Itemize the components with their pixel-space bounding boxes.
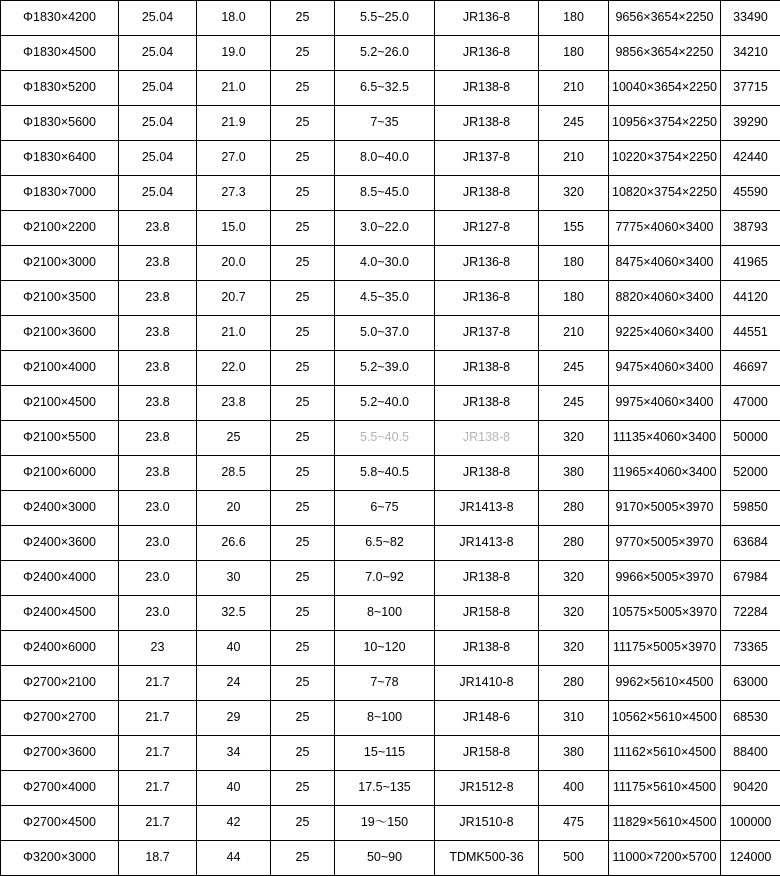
table-row (1, 806, 780, 841)
cell-specification: Φ2400×3000 (1, 491, 119, 526)
table-row (1, 176, 780, 211)
cell-motor_power_kw: 180 (539, 36, 609, 71)
cell-output_size_mm: 4.0~30.0 (335, 246, 435, 281)
cell-dimensions_mm: 9170×5005×3970 (609, 491, 721, 526)
cell-feed_size_mm: 25 (271, 631, 335, 666)
cell-rotation_speed_r_min: 25.04 (119, 71, 197, 106)
cell-rotation_speed_r_min: 21.7 (119, 736, 197, 771)
cell-output_size_mm: 3.0~22.0 (335, 211, 435, 246)
table-row (1, 771, 780, 806)
cell-specification: Φ2100×2200 (1, 211, 119, 246)
cell-ball_load_t: 19.0 (197, 36, 271, 71)
cell-weight_kg: 39290 (721, 106, 780, 141)
cell-motor_power_kw: 380 (539, 736, 609, 771)
cell-dimensions_mm: 10820×3754×2250 (609, 176, 721, 211)
cell-specification: Φ1830×4500 (1, 36, 119, 71)
cell-motor_model: JR1512-8 (435, 771, 539, 806)
cell-output_size_mm: 17.5~135 (335, 771, 435, 806)
cell-specification: Φ2100×3000 (1, 246, 119, 281)
cell-motor_power_kw: 500 (539, 841, 609, 876)
cell-feed_size_mm: 25 (271, 141, 335, 176)
cell-weight_kg: 45590 (721, 176, 780, 211)
cell-specification: Φ2700×4000 (1, 771, 119, 806)
cell-weight_kg: 47000 (721, 386, 780, 421)
cell-rotation_speed_r_min: 23.0 (119, 596, 197, 631)
table-row (1, 211, 780, 246)
cell-motor_power_kw: 310 (539, 701, 609, 736)
cell-specification: Φ1830×5600 (1, 106, 119, 141)
cell-dimensions_mm: 11175×5005×3970 (609, 631, 721, 666)
cell-specification: Φ2100×3500 (1, 281, 119, 316)
cell-weight_kg: 73365 (721, 631, 780, 666)
cell-output_size_mm: 5.8~40.5 (335, 456, 435, 491)
cell-motor_model: JR138-8 (435, 106, 539, 141)
cell-weight_kg: 68530 (721, 701, 780, 736)
cell-ball_load_t: 40 (197, 771, 271, 806)
table-row (1, 71, 780, 106)
cell-weight_kg: 38793 (721, 211, 780, 246)
cell-rotation_speed_r_min: 25.04 (119, 141, 197, 176)
cell-feed_size_mm: 25 (271, 36, 335, 71)
cell-motor_model: JR138-8 (435, 561, 539, 596)
cell-rotation_speed_r_min: 21.7 (119, 806, 197, 841)
cell-feed_size_mm: 25 (271, 1, 335, 36)
cell-ball_load_t: 32.5 (197, 596, 271, 631)
cell-ball_load_t: 20.7 (197, 281, 271, 316)
cell-dimensions_mm: 9656×3654×2250 (609, 1, 721, 36)
cell-motor_power_kw: 280 (539, 491, 609, 526)
cell-motor_power_kw: 280 (539, 526, 609, 561)
table-row (1, 281, 780, 316)
cell-feed_size_mm: 25 (271, 421, 335, 456)
cell-motor_model: JR137-8 (435, 316, 539, 351)
cell-feed_size_mm: 25 (271, 561, 335, 596)
cell-motor_model: JR1510-8 (435, 806, 539, 841)
cell-feed_size_mm: 25 (271, 176, 335, 211)
cell-motor_model: JR136-8 (435, 1, 539, 36)
cell-output_size_mm: 8~100 (335, 596, 435, 631)
cell-weight_kg: 63000 (721, 666, 780, 701)
cell-ball_load_t: 24 (197, 666, 271, 701)
cell-output_size_mm: 7.0~92 (335, 561, 435, 596)
cell-specification: Φ2100×4000 (1, 351, 119, 386)
cell-specification: Φ2100×4500 (1, 386, 119, 421)
cell-rotation_speed_r_min: 23 (119, 631, 197, 666)
cell-motor_power_kw: 475 (539, 806, 609, 841)
cell-weight_kg: 33490 (721, 1, 780, 36)
cell-motor_power_kw: 210 (539, 141, 609, 176)
cell-dimensions_mm: 11135×4060×3400 (609, 421, 721, 456)
cell-motor_model: JR136-8 (435, 36, 539, 71)
cell-output_size_mm: 5.2~39.0 (335, 351, 435, 386)
cell-rotation_speed_r_min: 23.0 (119, 526, 197, 561)
cell-weight_kg: 44551 (721, 316, 780, 351)
cell-feed_size_mm: 25 (271, 71, 335, 106)
cell-motor_power_kw: 400 (539, 771, 609, 806)
cell-specification: Φ2400×4000 (1, 561, 119, 596)
cell-rotation_speed_r_min: 23.8 (119, 316, 197, 351)
cell-weight_kg: 63684 (721, 526, 780, 561)
cell-output_size_mm: 7~78 (335, 666, 435, 701)
cell-feed_size_mm: 25 (271, 386, 335, 421)
cell-dimensions_mm: 10040×3654×2250 (609, 71, 721, 106)
cell-feed_size_mm: 25 (271, 806, 335, 841)
cell-rotation_speed_r_min: 23.8 (119, 246, 197, 281)
cell-specification: Φ2100×6000 (1, 456, 119, 491)
cell-motor_power_kw: 180 (539, 246, 609, 281)
table-row (1, 141, 780, 176)
cell-motor_model: JR138-8 (435, 421, 539, 456)
cell-rotation_speed_r_min: 23.8 (119, 421, 197, 456)
cell-dimensions_mm: 9962×5610×4500 (609, 666, 721, 701)
cell-dimensions_mm: 9225×4060×3400 (609, 316, 721, 351)
cell-dimensions_mm: 11162×5610×4500 (609, 736, 721, 771)
cell-weight_kg: 59850 (721, 491, 780, 526)
cell-motor_power_kw: 180 (539, 1, 609, 36)
cell-weight_kg: 52000 (721, 456, 780, 491)
cell-motor_power_kw: 320 (539, 561, 609, 596)
cell-motor_power_kw: 155 (539, 211, 609, 246)
cell-motor_power_kw: 380 (539, 456, 609, 491)
table-row (1, 701, 780, 736)
cell-specification: Φ2700×2100 (1, 666, 119, 701)
cell-specification: Φ1830×5200 (1, 71, 119, 106)
table-row (1, 596, 780, 631)
cell-output_size_mm: 6~75 (335, 491, 435, 526)
cell-specification: Φ1830×4200 (1, 1, 119, 36)
cell-output_size_mm: 10~120 (335, 631, 435, 666)
cell-ball_load_t: 25 (197, 421, 271, 456)
cell-motor_model: JR138-8 (435, 386, 539, 421)
table-row (1, 1, 780, 36)
cell-rotation_speed_r_min: 21.7 (119, 701, 197, 736)
cell-rotation_speed_r_min: 23.8 (119, 211, 197, 246)
cell-motor_model: JR137-8 (435, 141, 539, 176)
cell-motor_power_kw: 320 (539, 176, 609, 211)
cell-feed_size_mm: 25 (271, 526, 335, 561)
cell-output_size_mm: 4.5~35.0 (335, 281, 435, 316)
cell-rotation_speed_r_min: 23.8 (119, 351, 197, 386)
cell-motor_model: JR148-6 (435, 701, 539, 736)
cell-ball_load_t: 20.0 (197, 246, 271, 281)
cell-specification: Φ2700×4500 (1, 806, 119, 841)
table-row (1, 351, 780, 386)
cell-ball_load_t: 30 (197, 561, 271, 596)
cell-dimensions_mm: 9770×5005×3970 (609, 526, 721, 561)
cell-ball_load_t: 15.0 (197, 211, 271, 246)
cell-ball_load_t: 28.5 (197, 456, 271, 491)
cell-dimensions_mm: 9856×3654×2250 (609, 36, 721, 71)
cell-output_size_mm: 5.5~40.5 (335, 421, 435, 456)
cell-dimensions_mm: 9966×5005×3970 (609, 561, 721, 596)
table-row (1, 421, 780, 456)
table-body (1, 1, 780, 876)
cell-weight_kg: 88400 (721, 736, 780, 771)
cell-weight_kg: 37715 (721, 71, 780, 106)
cell-ball_load_t: 22.0 (197, 351, 271, 386)
cell-ball_load_t: 27.0 (197, 141, 271, 176)
cell-dimensions_mm: 11175×5610×4500 (609, 771, 721, 806)
cell-ball_load_t: 42 (197, 806, 271, 841)
cell-output_size_mm: 8.5~45.0 (335, 176, 435, 211)
cell-dimensions_mm: 10956×3754×2250 (609, 106, 721, 141)
cell-rotation_speed_r_min: 21.7 (119, 666, 197, 701)
cell-feed_size_mm: 25 (271, 736, 335, 771)
cell-dimensions_mm: 10562×5610×4500 (609, 701, 721, 736)
cell-feed_size_mm: 25 (271, 841, 335, 876)
cell-motor_power_kw: 245 (539, 351, 609, 386)
cell-weight_kg: 124000 (721, 841, 780, 876)
cell-ball_load_t: 21.0 (197, 71, 271, 106)
cell-motor_model: JR138-8 (435, 71, 539, 106)
cell-motor_model: JR138-8 (435, 176, 539, 211)
cell-motor_model: JR136-8 (435, 246, 539, 281)
cell-dimensions_mm: 10575×5005×3970 (609, 596, 721, 631)
cell-rotation_speed_r_min: 21.7 (119, 771, 197, 806)
table-row (1, 841, 780, 876)
cell-specification: Φ1830×6400 (1, 141, 119, 176)
cell-motor_power_kw: 210 (539, 316, 609, 351)
cell-feed_size_mm: 25 (271, 596, 335, 631)
cell-feed_size_mm: 25 (271, 491, 335, 526)
cell-motor_model: JR158-8 (435, 596, 539, 631)
cell-output_size_mm: 5.0~37.0 (335, 316, 435, 351)
cell-output_size_mm: 5.5~25.0 (335, 1, 435, 36)
table-row (1, 736, 780, 771)
cell-rotation_speed_r_min: 23.8 (119, 281, 197, 316)
cell-motor_power_kw: 180 (539, 281, 609, 316)
cell-weight_kg: 67984 (721, 561, 780, 596)
cell-output_size_mm: 15~115 (335, 736, 435, 771)
cell-motor_power_kw: 320 (539, 596, 609, 631)
cell-ball_load_t: 34 (197, 736, 271, 771)
cell-output_size_mm: 19～150 (335, 806, 435, 841)
cell-rotation_speed_r_min: 25.04 (119, 106, 197, 141)
cell-specification: Φ2700×3600 (1, 736, 119, 771)
cell-dimensions_mm: 11000×7200×5700 (609, 841, 721, 876)
table-row (1, 666, 780, 701)
cell-feed_size_mm: 25 (271, 701, 335, 736)
cell-rotation_speed_r_min: 18.7 (119, 841, 197, 876)
cell-weight_kg: 34210 (721, 36, 780, 71)
cell-dimensions_mm: 9975×4060×3400 (609, 386, 721, 421)
cell-output_size_mm: 7~35 (335, 106, 435, 141)
cell-weight_kg: 72284 (721, 596, 780, 631)
cell-ball_load_t: 26.6 (197, 526, 271, 561)
table-row (1, 106, 780, 141)
cell-output_size_mm: 8~100 (335, 701, 435, 736)
cell-weight_kg: 100000 (721, 806, 780, 841)
table-row (1, 316, 780, 351)
cell-dimensions_mm: 10220×3754×2250 (609, 141, 721, 176)
cell-weight_kg: 90420 (721, 771, 780, 806)
cell-feed_size_mm: 25 (271, 106, 335, 141)
cell-specification: Φ3200×3000 (1, 841, 119, 876)
cell-ball_load_t: 29 (197, 701, 271, 736)
cell-specification: Φ1830×7000 (1, 176, 119, 211)
table-row (1, 456, 780, 491)
cell-dimensions_mm: 8820×4060×3400 (609, 281, 721, 316)
cell-dimensions_mm: 11965×4060×3400 (609, 456, 721, 491)
cell-dimensions_mm: 8475×4060×3400 (609, 246, 721, 281)
cell-motor_model: JR138-8 (435, 631, 539, 666)
cell-rotation_speed_r_min: 25.04 (119, 36, 197, 71)
cell-ball_load_t: 44 (197, 841, 271, 876)
cell-weight_kg: 41965 (721, 246, 780, 281)
cell-ball_load_t: 40 (197, 631, 271, 666)
table-row (1, 526, 780, 561)
cell-specification: Φ2400×4500 (1, 596, 119, 631)
cell-specification: Φ2100×5500 (1, 421, 119, 456)
cell-weight_kg: 42440 (721, 141, 780, 176)
cell-weight_kg: 50000 (721, 421, 780, 456)
cell-feed_size_mm: 25 (271, 351, 335, 386)
cell-motor_model: JR138-8 (435, 456, 539, 491)
cell-feed_size_mm: 25 (271, 281, 335, 316)
cell-motor_power_kw: 210 (539, 71, 609, 106)
cell-specification: Φ2700×2700 (1, 701, 119, 736)
cell-dimensions_mm: 7775×4060×3400 (609, 211, 721, 246)
cell-motor_power_kw: 245 (539, 106, 609, 141)
table-row (1, 246, 780, 281)
cell-weight_kg: 44120 (721, 281, 780, 316)
cell-output_size_mm: 50~90 (335, 841, 435, 876)
cell-ball_load_t: 27.3 (197, 176, 271, 211)
cell-dimensions_mm: 11829×5610×4500 (609, 806, 721, 841)
cell-motor_power_kw: 245 (539, 386, 609, 421)
table-row (1, 631, 780, 666)
cell-ball_load_t: 21.0 (197, 316, 271, 351)
cell-specification: Φ2400×6000 (1, 631, 119, 666)
cell-motor_model: JR1410-8 (435, 666, 539, 701)
table-row (1, 561, 780, 596)
cell-motor_power_kw: 320 (539, 631, 609, 666)
cell-motor_model: JR1413-8 (435, 491, 539, 526)
cell-feed_size_mm: 25 (271, 211, 335, 246)
cell-weight_kg: 46697 (721, 351, 780, 386)
cell-ball_load_t: 18.0 (197, 1, 271, 36)
cell-feed_size_mm: 25 (271, 666, 335, 701)
cell-motor_power_kw: 320 (539, 421, 609, 456)
cell-feed_size_mm: 25 (271, 316, 335, 351)
cell-motor_model: JR1413-8 (435, 526, 539, 561)
cell-rotation_speed_r_min: 23.0 (119, 561, 197, 596)
cell-rotation_speed_r_min: 23.8 (119, 456, 197, 491)
cell-motor_model: JR136-8 (435, 281, 539, 316)
cell-ball_load_t: 21.9 (197, 106, 271, 141)
cell-dimensions_mm: 9475×4060×3400 (609, 351, 721, 386)
cell-rotation_speed_r_min: 25.04 (119, 176, 197, 211)
cell-output_size_mm: 5.2~40.0 (335, 386, 435, 421)
table-row (1, 491, 780, 526)
cell-specification: Φ2400×3600 (1, 526, 119, 561)
cell-output_size_mm: 6.5~32.5 (335, 71, 435, 106)
cell-feed_size_mm: 25 (271, 246, 335, 281)
cell-specification: Φ2100×3600 (1, 316, 119, 351)
cell-output_size_mm: 8.0~40.0 (335, 141, 435, 176)
cell-motor_power_kw: 280 (539, 666, 609, 701)
cell-motor_model: JR138-8 (435, 351, 539, 386)
cell-motor_model: JR158-8 (435, 736, 539, 771)
table-row (1, 386, 780, 421)
cell-motor_model: JR127-8 (435, 211, 539, 246)
cell-ball_load_t: 23.8 (197, 386, 271, 421)
cell-ball_load_t: 20 (197, 491, 271, 526)
cell-rotation_speed_r_min: 23.0 (119, 491, 197, 526)
cell-rotation_speed_r_min: 23.8 (119, 386, 197, 421)
cell-feed_size_mm: 25 (271, 771, 335, 806)
cell-output_size_mm: 6.5~82 (335, 526, 435, 561)
cell-output_size_mm: 5.2~26.0 (335, 36, 435, 71)
cell-motor_model: TDMK500-36 (435, 841, 539, 876)
table-row (1, 36, 780, 71)
cell-feed_size_mm: 25 (271, 456, 335, 491)
cell-rotation_speed_r_min: 25.04 (119, 1, 197, 36)
